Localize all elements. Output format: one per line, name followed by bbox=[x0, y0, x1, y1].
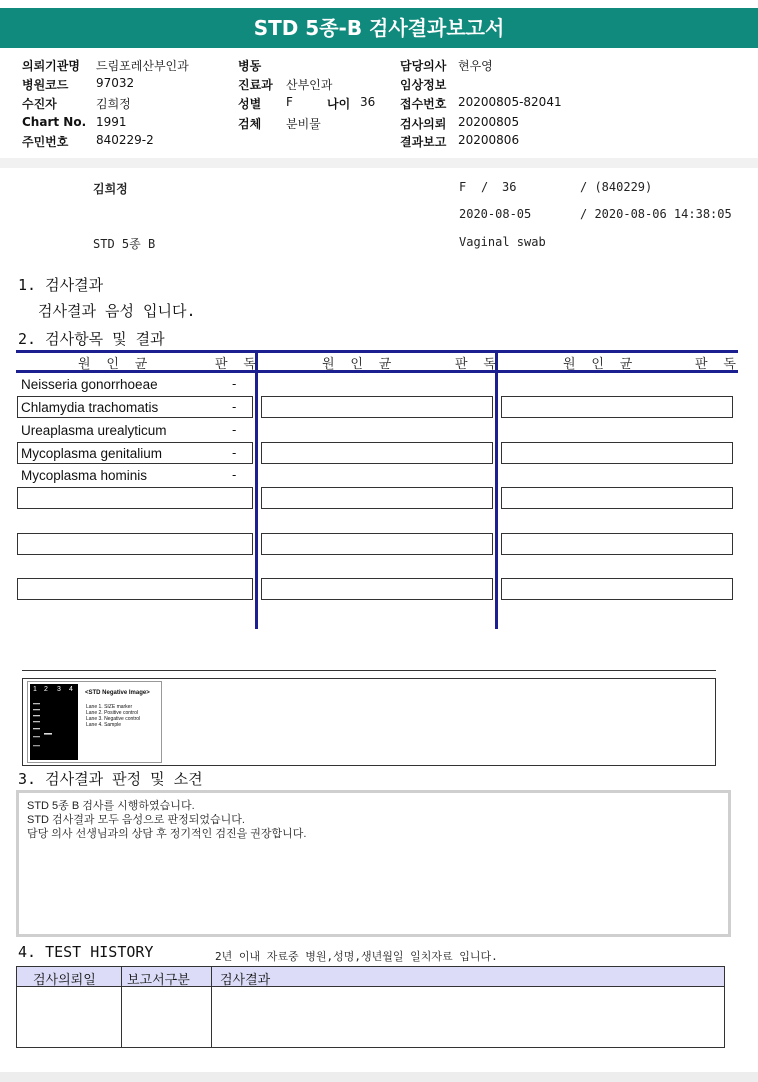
label-request-date: 검사의뢰 bbox=[400, 117, 447, 131]
label-specimen: 검체 bbox=[238, 117, 262, 131]
gel-legend-item: Lane 1. SIZE marker bbox=[86, 704, 133, 710]
pathogen-name: Ureaplasma urealyticum bbox=[21, 423, 167, 438]
gel-bands-graphic bbox=[30, 684, 78, 760]
header-separator bbox=[0, 158, 758, 168]
section2-title: 2. 검사항목 및 결과 bbox=[18, 330, 165, 348]
empty-cell-box bbox=[261, 442, 493, 464]
findings-box bbox=[16, 790, 731, 937]
pathogen-result: - bbox=[232, 423, 237, 437]
finding-line: STD 검사결과 모두 음성으로 판정되었습니다. bbox=[27, 814, 245, 826]
label-clinical-info: 임상정보 bbox=[400, 78, 447, 92]
col-head-judgment-3: 판 독 bbox=[695, 357, 740, 372]
value-institution: 드림포레산부인과 bbox=[96, 59, 189, 73]
gel-caption: <STD Negative Image> bbox=[85, 690, 150, 696]
history-col-request-date: 검사의뢰일 bbox=[33, 973, 96, 988]
info-specimen: Vaginal swab bbox=[459, 235, 546, 249]
label-resident-no: 주민번호 bbox=[22, 135, 69, 149]
value-doctor: 현우영 bbox=[458, 59, 493, 73]
pathogen-result: - bbox=[232, 446, 237, 460]
gel-legend bbox=[86, 704, 140, 728]
history-col-divider bbox=[121, 967, 122, 1047]
col-head-pathogen-3: 원 인 균 bbox=[563, 357, 637, 372]
info-report-datetime: / 2020-08-06 14:38:05 bbox=[580, 207, 732, 221]
gel-electrophoresis-image bbox=[30, 684, 78, 760]
section3-title: 3. 검사결과 판정 및 소견 bbox=[18, 770, 203, 788]
gel-legend-item: Lane 3. Negative control bbox=[86, 716, 141, 722]
label-department: 진료과 bbox=[238, 78, 273, 92]
empty-cell-box bbox=[261, 487, 493, 509]
value-patient: 김희정 bbox=[96, 97, 131, 111]
label-patient: 수진자 bbox=[22, 97, 57, 111]
history-note: 2년 이내 자료중 병원,성명,생년월일 일치자료 입니다. bbox=[215, 950, 498, 963]
pathogen-name: Neisseria gonorrhoeae bbox=[21, 377, 158, 392]
grid-divider-1 bbox=[255, 350, 258, 629]
image-top-rule bbox=[22, 670, 716, 671]
col-head-judgment-1: 판 독 bbox=[215, 357, 260, 372]
empty-cell-box bbox=[261, 578, 493, 600]
empty-cell-box bbox=[501, 533, 733, 555]
empty-cell-box bbox=[501, 442, 733, 464]
pathogen-name: Mycoplasma genitalium bbox=[21, 446, 163, 461]
label-report-date: 결과보고 bbox=[400, 135, 447, 149]
value-report-date: 20200806 bbox=[458, 133, 520, 147]
lane-number: 4 bbox=[69, 686, 73, 693]
empty-cell-box bbox=[17, 578, 253, 600]
lane-number: 3 bbox=[57, 686, 61, 693]
label-hospital-code: 병원코드 bbox=[22, 78, 69, 92]
history-col-divider bbox=[211, 967, 212, 1047]
lane-number: 1 bbox=[33, 686, 37, 693]
empty-cell-box bbox=[501, 487, 733, 509]
finding-line: STD 5종 B 검사를 시행하였습니다. bbox=[27, 800, 195, 812]
empty-cell-box bbox=[17, 533, 253, 555]
empty-cell-box bbox=[261, 396, 493, 418]
section1-result: 검사결과 음성 입니다. bbox=[38, 302, 196, 320]
info-name: 김희정 bbox=[93, 182, 128, 196]
history-col-report-type: 보고서구분 bbox=[127, 973, 190, 988]
footer-bar bbox=[0, 1072, 758, 1082]
pathogen-name: Mycoplasma hominis bbox=[21, 468, 148, 483]
label-institution: 의뢰기관명 bbox=[22, 59, 80, 73]
pathogen-result: - bbox=[232, 400, 237, 414]
empty-cell-box bbox=[501, 578, 733, 600]
value-sex: F bbox=[286, 95, 293, 109]
info-birth: / (840229) bbox=[580, 180, 653, 194]
pathogen-result: - bbox=[232, 468, 237, 482]
label-chart-no: Chart No. bbox=[22, 115, 87, 129]
empty-cell-box bbox=[261, 533, 493, 555]
col-head-pathogen-2: 원 인 균 bbox=[322, 357, 396, 372]
label-receipt-no: 접수번호 bbox=[400, 97, 447, 111]
pathogen-result: - bbox=[232, 377, 237, 391]
lane-number: 2 bbox=[44, 686, 48, 693]
report-title: STD 5종-B 검사결과보고서 bbox=[0, 8, 758, 48]
value-chart-no: 1991 bbox=[96, 115, 127, 129]
section1-title: 1. 검사결과 bbox=[18, 276, 104, 294]
gel-legend-item: Lane 4. Sample bbox=[86, 722, 122, 728]
value-age: 36 bbox=[360, 95, 376, 109]
label-age: 나이 bbox=[327, 97, 351, 111]
value-specimen: 분비물 bbox=[286, 117, 321, 131]
history-table-header bbox=[17, 967, 724, 987]
value-department: 산부인과 bbox=[286, 78, 333, 92]
info-test-name: STD 5종 B bbox=[93, 237, 156, 251]
value-hospital-code: 97032 bbox=[96, 76, 135, 90]
info-separator: / bbox=[481, 180, 489, 194]
label-doctor: 담당의사 bbox=[400, 59, 447, 73]
grid-divider-2 bbox=[495, 350, 498, 629]
info-age: 36 bbox=[502, 180, 517, 194]
gel-legend-item: Lane 2. Positive control bbox=[86, 710, 138, 716]
label-ward: 병동 bbox=[238, 59, 262, 73]
info-sex: F bbox=[459, 180, 467, 194]
section4-title: 4. TEST HISTORY bbox=[18, 943, 154, 961]
info-request-date: 2020-08-05 bbox=[459, 207, 532, 221]
value-request-date: 20200805 bbox=[458, 115, 520, 129]
col-head-pathogen-1: 원 인 균 bbox=[78, 357, 152, 372]
history-col-result: 검사결과 bbox=[220, 973, 271, 988]
finding-line: 담당 의사 선생님과의 상담 후 정기적인 검진을 권장합니다. bbox=[27, 828, 307, 840]
col-head-judgment-2: 판 독 bbox=[455, 357, 500, 372]
pathogen-name: Chlamydia trachomatis bbox=[21, 400, 159, 415]
value-resident-no: 840229-2 bbox=[96, 133, 154, 147]
label-sex: 성별 bbox=[238, 97, 262, 111]
empty-cell-box bbox=[501, 396, 733, 418]
value-receipt-no: 20200805-82041 bbox=[458, 95, 562, 109]
empty-cell-box bbox=[17, 487, 253, 509]
